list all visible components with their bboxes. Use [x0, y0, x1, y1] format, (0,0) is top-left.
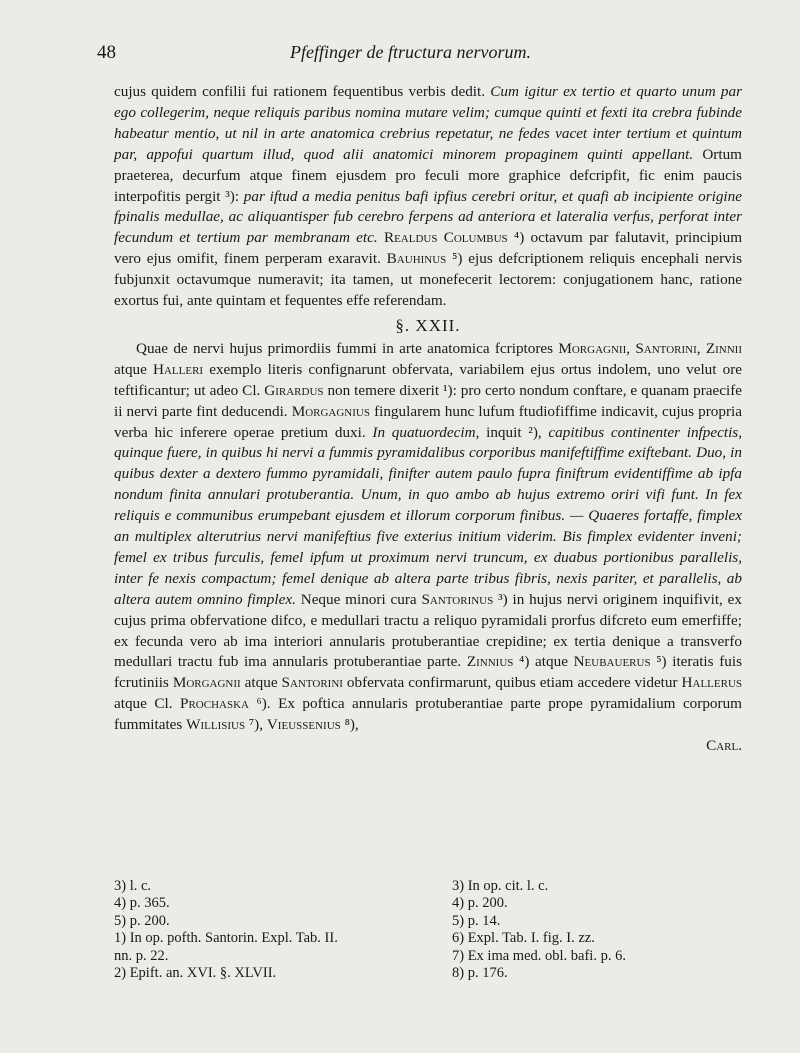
text-run: ⁵) iteratis fuis fcrutiniis — [114, 653, 742, 692]
footnote: 5) p. 14. — [452, 912, 501, 929]
footnotes-right — [452, 878, 626, 982]
italic-text: par iftud a media penitus bafi ipfius cerebri oritur, et quafi ab incipiente origine fpinalis medullae, ac aliquantisper fub cerebro ferpens ad anteriora et lateralia verfus, perforat inter fecundum et tertium par membranam etc. — [114, 187, 742, 247]
footnotes-left — [114, 878, 338, 982]
footnote: 7) Ex ima med. obl. bafi. p. 6. — [452, 947, 626, 964]
author-name: Halleri — [153, 360, 204, 378]
section-heading: §. XXII. — [395, 315, 461, 335]
text-run: exemplo literis confignarunt obfervata, variabilem ejus ortus indolem, uno velut ore teftificantur; ut adeo Cl. — [114, 360, 742, 399]
text-run: ³) in hujus nervi originem inquifivit, ex cujus prima obfervatione difco, e medullari tractu a reliquo pyramidali prorfus difcreto eum emerfiffe; ex fecunda vero ab ima interiori annularis protuberantiae crepidine; ex tertia denique a transverfo medullari tractu fub ima annularis protuberantiae parte. — [114, 590, 742, 671]
text-run: atque — [240, 674, 282, 692]
catchword: Carl. — [706, 737, 742, 755]
page-header — [0, 40, 800, 70]
author-name: Santorini — [281, 674, 343, 692]
author-name: Hallerus — [681, 674, 742, 692]
text-run: atque — [114, 360, 154, 378]
footnote: 2) Epift. an. XVI. §. XLVII. — [114, 965, 277, 982]
page-number: 48 — [97, 42, 116, 63]
footnote: nn. p. 22. — [114, 947, 169, 964]
main-text — [114, 82, 742, 757]
text-run: ⁴) atque — [513, 653, 574, 671]
footnote: 4) p. 200. — [452, 895, 508, 912]
paragraph-2 — [114, 339, 742, 736]
author-name: Girardus — [264, 381, 324, 399]
author-name: Willisius — [186, 716, 246, 734]
author-name: Zinnius — [466, 653, 514, 671]
author-name: Santorini — [635, 339, 697, 357]
text-run: non temere dixerit ¹): pro certo nondum conftare, e quanam praecife ii nervi parte fint deducendi. — [114, 381, 742, 420]
footnote: 3) l. c. — [114, 878, 152, 894]
author-name: Neubauerus — [573, 653, 651, 671]
paragraph-1 — [114, 82, 742, 312]
author-name: Morgagnii — [558, 339, 627, 357]
footnote: 3) In op. cit. l. c. — [452, 878, 549, 894]
footnote: 8) p. 176. — [452, 965, 508, 982]
text-run: ⁴) octavum par falutavit, principium vero ejus omifit, finem perperam exaravit. — [114, 229, 743, 268]
text-run: inquit ²), — [479, 423, 549, 441]
author-name: Zinnii — [705, 339, 742, 357]
author-name: Prochaska — [180, 695, 249, 713]
text-run: Quae de nervi hujus primordiis fummi in arte anatomica fcriptores — [136, 339, 559, 357]
text-run: , — [696, 339, 706, 357]
author-name: Morgagnii — [172, 674, 241, 692]
text-run: cujus quidem confilii fui rationem fequentibus verbis dedit. — [114, 83, 491, 100]
text-run: ⁸), — [340, 716, 359, 734]
running-title: Pfeffinger de ftructura nervorum. — [290, 42, 531, 62]
text-run: atque Cl. — [114, 695, 180, 713]
author-name: Bauhinus — [386, 250, 447, 268]
footnote: 6) Expl. Tab. I. fig. I. zz. — [452, 930, 595, 947]
footnote: 4) p. 365. — [114, 895, 170, 912]
author-name: Santorinus — [421, 590, 494, 608]
text-run: fingularem hunc lufum ftudiofiffime indicavit, cujus propria verba hic inferere operae pretium duxi. — [114, 402, 742, 441]
text-run: ⁶). Ex poftica annularis protuberantiae parte prope pyramidalium corporum fummitates — [114, 695, 742, 734]
author-name: Morgagnius — [291, 402, 370, 420]
author-name: Realdus Columbus — [383, 229, 508, 247]
text-run: Neque minori cura — [295, 590, 422, 608]
text-run: obfervata confirmarunt, quibus etiam accedere videtur — [342, 674, 682, 692]
italic-text: capitibus continenter infpectis, quinque fuere, in quibus hi nervi a fummis pyramidalibus corporibus manifeftiffime exiftebant. Duo, in quibus dexter a dextero fummo pyramidali, finifter autem paulo fupra finiftrum evidentiffime ab ipfa nondum finita annulari protuberantia. Unum, in quo ambo ab hujus extremo oriri vifi funt. In fex reliquis e communibus erumpebant ejusdem et illorum corporum finibus. — Quaeres fortaffe, fimplex an multiplex alterutrius nervi manifeftius five exterius initium viderim. Bis fimplex evidenter inveni; femel ex tribus furculis, femel ipfum ut proximum nervi truncum, ex duabus portionibus parallelis, inter fe nexis compactum; femel denique ab altera parte tribus fibris, nexis pariter, et parallelis, ab altera autem omnino fimplex. — [114, 423, 742, 608]
italic-text: Cum igitur ex tertio et quarto unum par ego collegerim, neque reliquis paribus nomina mutare velim; cumque quinti et fexti ita crebra fubinde habeatur mentio, ut nil in arte anatomica crebrius repetatur, ne fedes vacet inter tertium et quintum par, appofui quartum illud, quod alii anatomici minorem propaginem quinti appellant. — [114, 83, 743, 163]
italic-text: In quatuordecim, — [372, 423, 480, 441]
author-name: Vieussenius — [266, 716, 341, 734]
text-run: ⁵) ejus defcriptionem reliquis encephali nervis fubjunxit octavumque numeravit; ita tamen, ut monefecerit lectorem: conjugationem hanc, ratione exortus fui, ante quintam et fequentes effe referendam. — [114, 250, 742, 310]
footnote: 1) In op. pofth. Santorin. Expl. Tab. II. — [114, 930, 338, 947]
text-run: , — [626, 339, 636, 357]
text-run: Ortum praeterea, decurfum atque finem ejusdem pro feculi more graphice defcripfit, fic enim paucis interpofitis pergit ³): — [114, 145, 742, 205]
text-run: ⁷), — [245, 716, 267, 734]
footnote: 5) p. 200. — [114, 912, 170, 929]
